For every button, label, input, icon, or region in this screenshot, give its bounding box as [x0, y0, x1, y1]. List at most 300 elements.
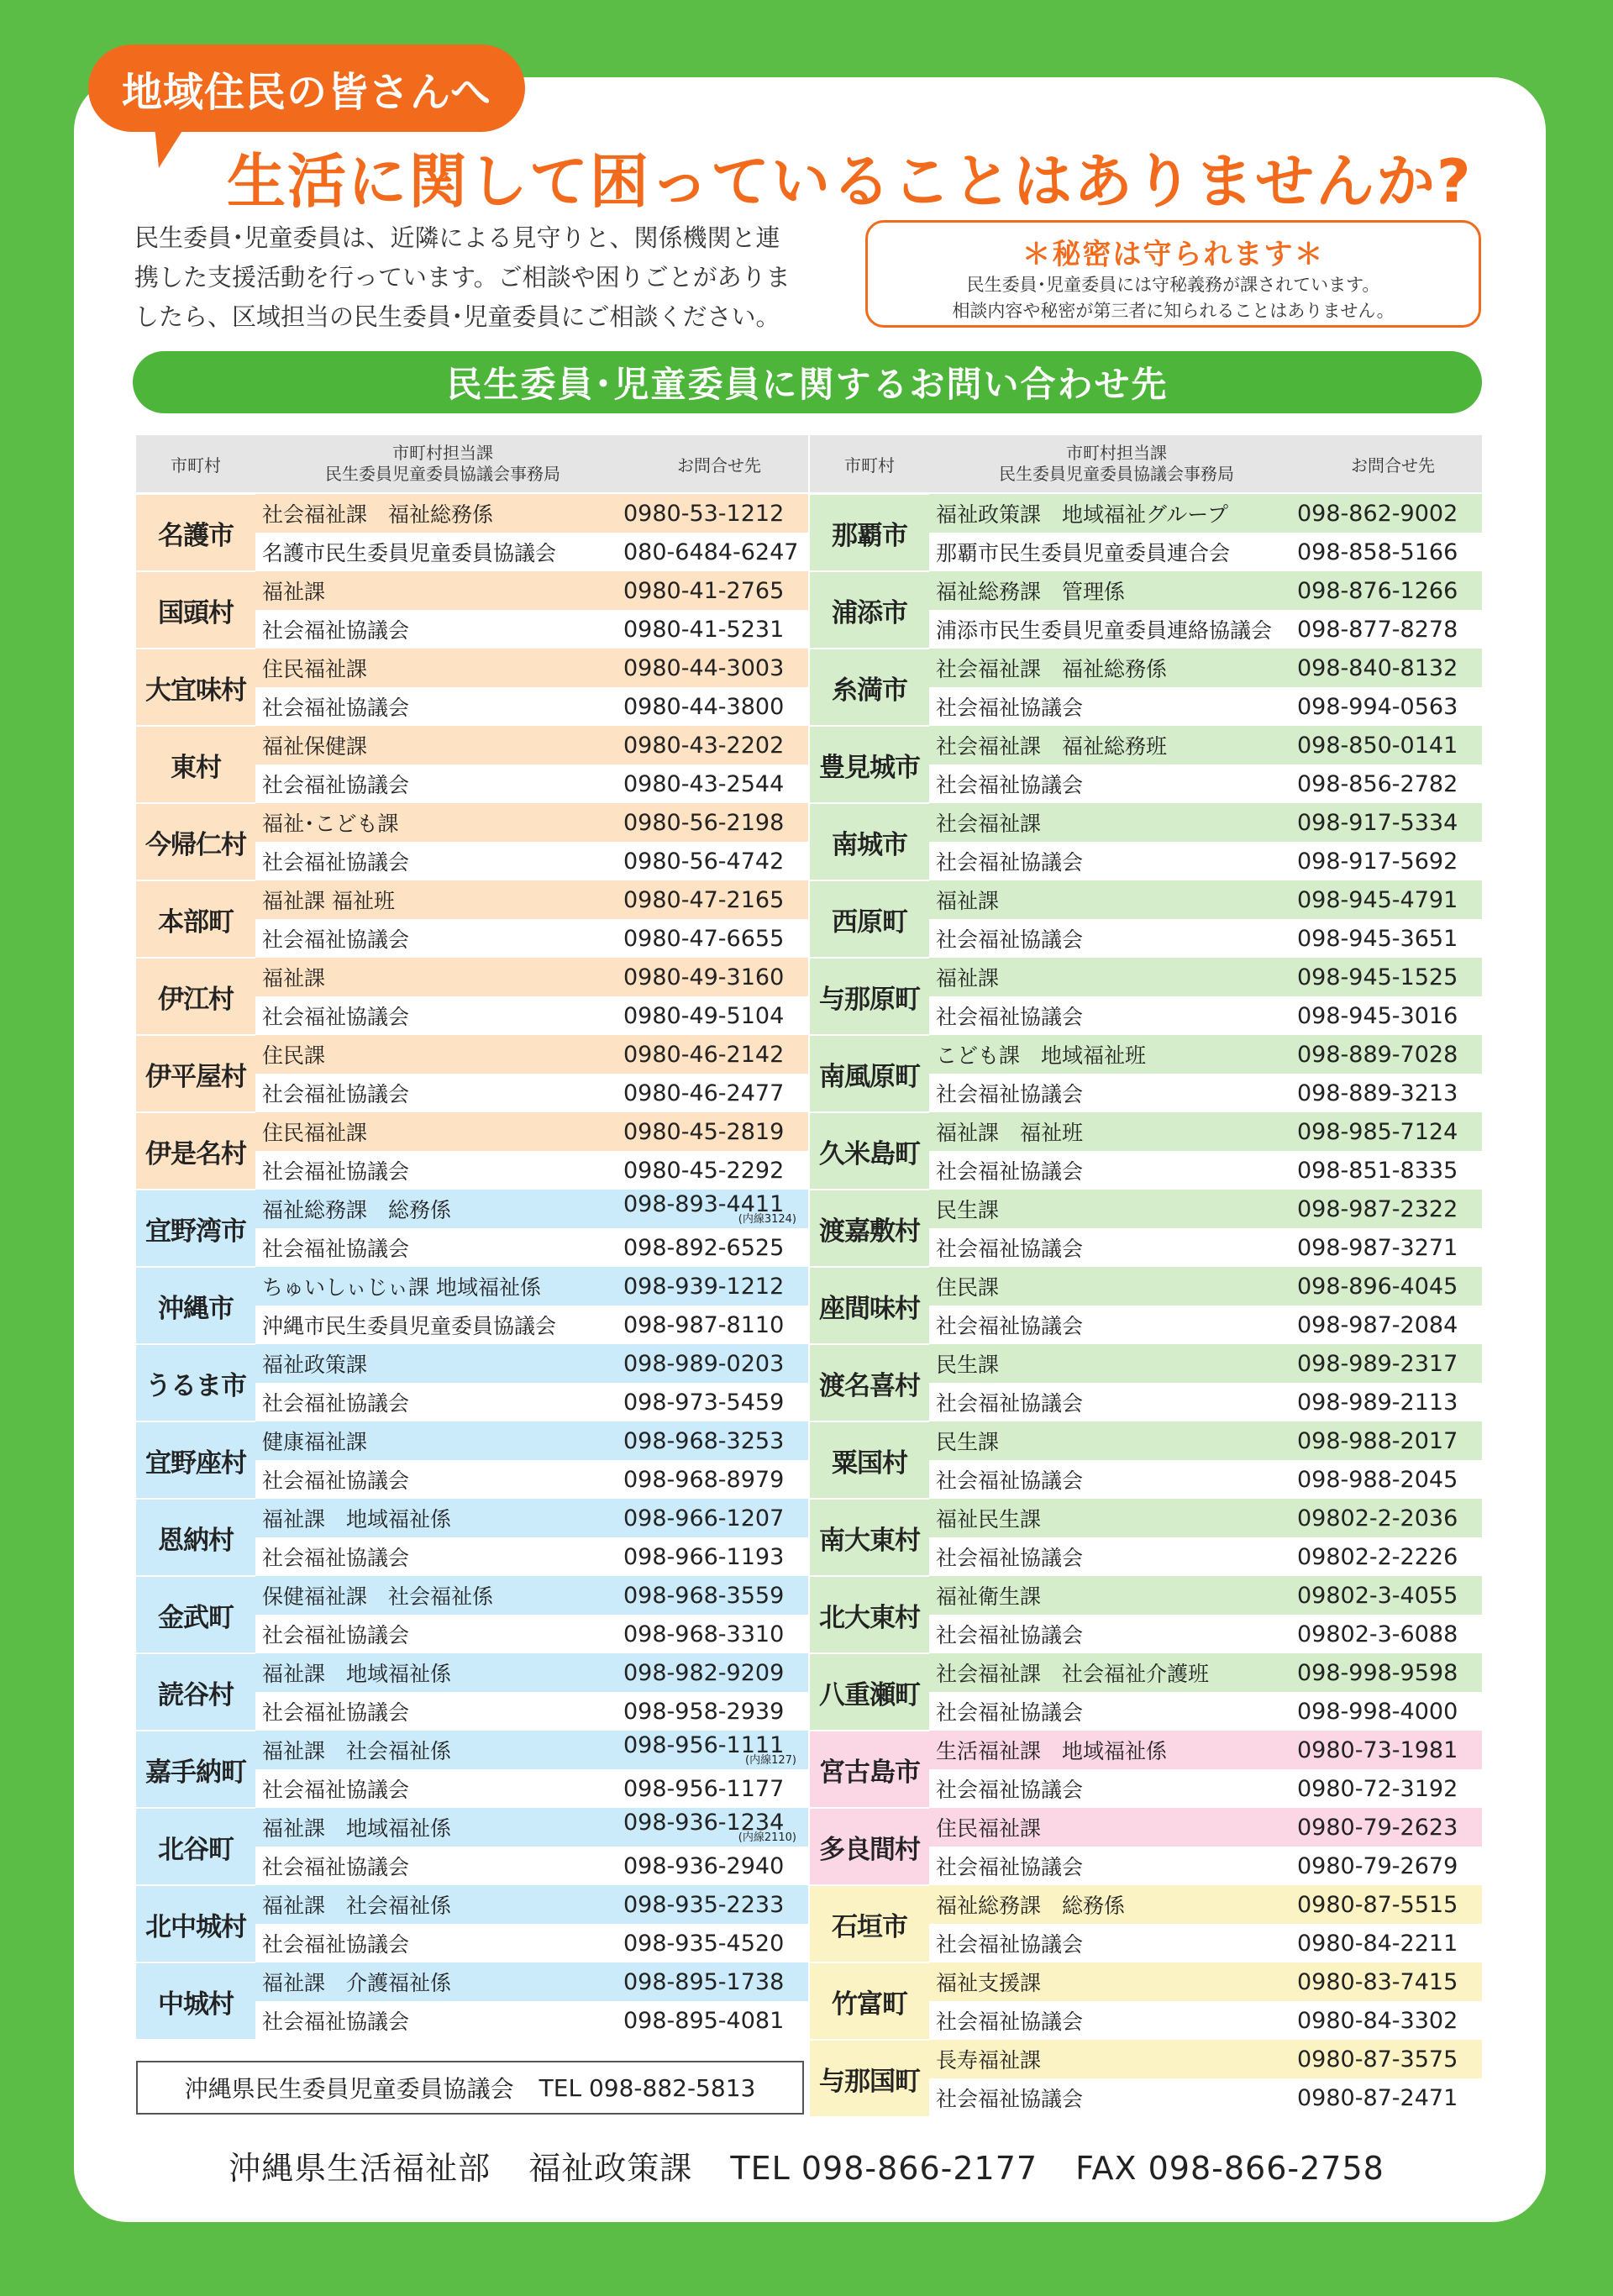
office-tel[interactable] — [623, 1428, 808, 1454]
contact-lines — [255, 1576, 808, 1653]
office-tel[interactable] — [623, 964, 808, 990]
council-tel[interactable]: 098-895-4081 — [623, 2007, 785, 2034]
office-tel[interactable] — [623, 578, 808, 604]
header-department — [929, 443, 1304, 485]
office-tel-number[interactable]: 0980-47-2165 — [623, 886, 785, 913]
council-name: 沖縄市民生委員児童委員協議会 — [262, 1314, 557, 1338]
intro-line: したら、区域担当の民生委員･児童委員にご相談ください。 — [134, 302, 780, 331]
office-tel-number[interactable]: 09802-3-4055 — [1297, 1582, 1458, 1609]
office-tel-number[interactable]: 098-893-4411 — [623, 1190, 785, 1217]
office-name: 福祉総務課 総務係 — [936, 1894, 1126, 1918]
table-row — [136, 1112, 808, 1190]
table-header — [136, 435, 808, 492]
office-tel[interactable] — [1297, 733, 1482, 759]
office-tel[interactable] — [1297, 964, 1482, 990]
office-tel-number[interactable]: 098-985-7124 — [1297, 1118, 1458, 1145]
council-name: 社会福祉協議会 — [936, 2087, 1084, 2111]
municipality-name: 恩納村 — [136, 1500, 255, 1575]
office-line — [255, 958, 808, 996]
office-tel[interactable] — [623, 655, 808, 681]
council-tel[interactable]: 098-989-2113 — [1297, 1389, 1458, 1416]
council-name: 社会福祉協議会 — [936, 1778, 1084, 1802]
council-line — [929, 1306, 1482, 1344]
left-contact-table — [136, 435, 808, 2040]
office-tel-number[interactable]: 098-862-9002 — [1297, 500, 1458, 527]
office-tel-number[interactable]: 098-956-1111 — [623, 1731, 785, 1758]
table-row — [810, 494, 1482, 571]
table-row — [136, 880, 808, 958]
office-tel-number[interactable]: 0980-87-3575 — [1297, 2046, 1458, 2073]
office-tel-number[interactable]: 098-968-3559 — [623, 1582, 785, 1609]
contact-lines — [929, 1344, 1482, 1421]
municipality-name: 大宜味村 — [136, 649, 255, 725]
municipality-name: 豊見城市 — [810, 727, 929, 802]
office-name: 健康福祉課 — [262, 1430, 368, 1454]
office-tel[interactable] — [1297, 1428, 1482, 1454]
council-line — [255, 1847, 808, 1885]
council-line — [255, 610, 808, 649]
contact-lines — [255, 1885, 808, 1962]
office-tel-number[interactable]: 098-987-2322 — [1297, 1195, 1458, 1222]
office-tel[interactable] — [623, 1583, 808, 1609]
office-tel[interactable] — [623, 501, 808, 527]
office-tel-number[interactable]: 0980-56-2198 — [623, 809, 785, 836]
table-row — [136, 1962, 808, 2040]
municipality-name: 渡名喜村 — [810, 1345, 929, 1421]
office-tel-number[interactable]: 098-982-9209 — [623, 1659, 785, 1686]
table-row — [810, 1653, 1482, 1731]
contact-lines — [929, 1962, 1482, 2040]
municipality-name: 多良間村 — [810, 1809, 929, 1884]
council-line — [929, 1074, 1482, 1112]
office-tel[interactable] — [623, 1505, 808, 1532]
office-line — [929, 1808, 1482, 1847]
confidentiality-line: 民生委員･児童委員には守秘義務が課されています。 — [966, 275, 1380, 295]
office-name: こども課 地域福祉班 — [936, 1043, 1147, 1068]
council-line — [255, 1228, 808, 1267]
office-tel-number[interactable]: 0980-79-2623 — [1297, 1814, 1458, 1841]
headline: 生活に関して困っていることはありませんか? — [227, 147, 1473, 216]
council-name: 社会福祉協議会 — [936, 1159, 1084, 1184]
contact-lines — [929, 2040, 1482, 2117]
office-tel-number[interactable]: 0980-41-2765 — [623, 577, 785, 604]
extension-note: (内線127) — [745, 1753, 796, 1767]
council-tel[interactable]: 098-945-3016 — [1297, 1002, 1458, 1029]
table-row — [136, 1035, 808, 1112]
contact-lines — [929, 1499, 1482, 1576]
office-tel-number[interactable]: 098-945-4791 — [1297, 886, 1458, 913]
office-tel[interactable] — [623, 1119, 808, 1145]
council-tel[interactable]: 098-968-8979 — [623, 1466, 785, 1493]
table-row — [136, 1731, 808, 1808]
municipality-name: 与那原町 — [810, 959, 929, 1034]
table-row — [810, 880, 1482, 958]
council-name: 社会福祉協議会 — [936, 1855, 1084, 1879]
contact-lines — [255, 571, 808, 649]
municipality-name: 久米島町 — [810, 1113, 929, 1189]
office-tel[interactable] — [623, 733, 808, 759]
section-title-bar: 民生委員･児童委員に関するお問い合わせ先 — [133, 351, 1482, 413]
office-name: 社会福祉課 社会福祉介護班 — [936, 1662, 1210, 1686]
office-tel[interactable] — [1297, 2046, 1482, 2073]
contact-lines — [255, 1421, 808, 1499]
council-name: 社会福祉協議会 — [262, 850, 410, 875]
table-row — [136, 726, 808, 803]
confidentiality-box — [865, 220, 1481, 328]
office-line — [255, 1731, 808, 1769]
council-line — [255, 533, 808, 571]
council-line — [929, 919, 1482, 958]
office-tel-number[interactable]: 098-998-9598 — [1297, 1659, 1458, 1686]
header-department — [255, 443, 630, 485]
contact-lines — [255, 1344, 808, 1421]
office-tel[interactable] — [1297, 1119, 1482, 1145]
municipality-name: 北中城村 — [136, 1886, 255, 1962]
office-line — [255, 880, 808, 919]
council-line — [929, 2001, 1482, 2040]
office-line — [255, 1576, 808, 1615]
header-municipality: 市町村 — [171, 454, 221, 475]
council-line — [929, 2078, 1482, 2117]
office-tel[interactable] — [1297, 578, 1482, 604]
council-tel[interactable]: 09802-2-2226 — [1297, 1543, 1458, 1570]
office-name: 福祉課 地域福祉係 — [262, 1507, 452, 1532]
table-row — [136, 1421, 808, 1499]
municipality-name: 竹富町 — [810, 1963, 929, 2039]
office-tel-number[interactable]: 098-895-1738 — [623, 1968, 785, 1995]
office-tel[interactable] — [1297, 1505, 1482, 1532]
council-tel[interactable]: 098-956-1177 — [623, 1775, 785, 1802]
office-line — [929, 1190, 1482, 1228]
office-tel[interactable] — [623, 1190, 808, 1226]
council-tel[interactable]: 0980-41-5231 — [623, 616, 785, 643]
office-tel-number[interactable]: 0980-83-7415 — [1297, 1968, 1458, 1995]
office-tel[interactable] — [1297, 655, 1482, 681]
table-body — [136, 494, 808, 2040]
office-tel[interactable] — [1297, 1042, 1482, 1068]
municipality-name: 浦添市 — [810, 572, 929, 648]
office-line — [255, 1112, 808, 1151]
council-tel[interactable]: 098-889-3213 — [1297, 1080, 1458, 1106]
office-tel[interactable] — [1297, 1351, 1482, 1377]
office-line — [255, 1653, 808, 1692]
confidentiality-title: ＊秘密は守られます＊ — [1022, 238, 1325, 271]
municipality-name: 与那国町 — [810, 2041, 929, 2116]
council-name: 社会福祉協議会 — [936, 1468, 1084, 1493]
council-tel[interactable]: 098-988-2045 — [1297, 1466, 1458, 1493]
council-name: 社会福祉協議会 — [936, 1237, 1084, 1261]
contact-lines — [255, 1731, 808, 1808]
council-line — [929, 610, 1482, 649]
office-line — [255, 649, 808, 687]
council-name: 社会福祉協議会 — [936, 1546, 1084, 1570]
prefecture-council-tel[interactable]: TEL 098-882-5813 — [539, 2073, 756, 2102]
council-name: 社会福祉協議会 — [262, 1005, 410, 1029]
council-line — [929, 1460, 1482, 1499]
office-line — [929, 1499, 1482, 1537]
council-name: 社会福祉協議会 — [936, 1082, 1084, 1106]
office-line — [929, 1035, 1482, 1074]
office-name: 福祉課 — [936, 889, 1000, 913]
office-tel-number[interactable]: 098-989-2317 — [1297, 1350, 1458, 1377]
contact-lines — [929, 571, 1482, 649]
council-line — [929, 1383, 1482, 1421]
office-tel[interactable] — [1297, 1660, 1482, 1686]
municipality-name: 渡嘉敷村 — [810, 1190, 929, 1266]
table-row — [136, 571, 808, 649]
council-tel[interactable]: 098-851-8335 — [1297, 1157, 1458, 1184]
municipality-name: 沖縄市 — [136, 1268, 255, 1343]
office-tel[interactable] — [1297, 501, 1482, 527]
municipality-name: 宜野湾市 — [136, 1190, 255, 1266]
table-row — [810, 571, 1482, 649]
contact-lines — [255, 1499, 808, 1576]
council-tel[interactable]: 098-998-4000 — [1297, 1698, 1458, 1725]
office-tel-number[interactable]: 098-966-1207 — [623, 1505, 785, 1532]
council-line — [255, 1074, 808, 1112]
office-name: 福祉･こども課 — [262, 812, 399, 836]
office-line — [255, 1808, 808, 1847]
table-row — [810, 1885, 1482, 1962]
office-tel[interactable] — [1297, 1737, 1482, 1763]
office-line — [255, 1421, 808, 1460]
office-tel[interactable] — [623, 1660, 808, 1686]
office-line — [255, 726, 808, 764]
council-tel[interactable]: 098-936-2940 — [623, 1852, 785, 1879]
office-line — [929, 2040, 1482, 2078]
contact-lines — [929, 958, 1482, 1035]
council-tel[interactable]: 080-6484-6247 — [623, 539, 799, 565]
council-line — [255, 1306, 808, 1344]
office-name: 福祉課 福祉班 — [262, 889, 395, 913]
office-tel[interactable] — [1297, 1274, 1482, 1300]
office-name: 社会福祉課 福祉総務係 — [262, 502, 494, 527]
table-row — [810, 1499, 1482, 1576]
office-tel-number[interactable]: 098-896-4045 — [1297, 1273, 1458, 1300]
office-tel[interactable] — [1297, 1815, 1482, 1841]
council-tel[interactable]: 098-892-6525 — [623, 1234, 785, 1261]
council-name: 社会福祉協議会 — [936, 1005, 1084, 1029]
municipality-name: 今帰仁村 — [136, 804, 255, 880]
office-tel[interactable] — [623, 1274, 808, 1300]
header-contact: お問合せ先 — [1351, 454, 1435, 475]
council-line — [929, 1151, 1482, 1190]
footer-tel[interactable]: TEL 098-866-2177 — [730, 2150, 1038, 2187]
council-tel[interactable]: 09802-3-6088 — [1297, 1621, 1458, 1647]
council-tel[interactable]: 0980-49-5104 — [623, 1002, 785, 1029]
office-line — [929, 1576, 1482, 1615]
office-line — [255, 803, 808, 842]
office-name: 民生課 — [936, 1430, 1000, 1454]
council-line — [929, 1228, 1482, 1267]
municipality-name: 南大東村 — [810, 1500, 929, 1575]
council-tel[interactable]: 098-958-2939 — [623, 1698, 785, 1725]
office-name: 住民福祉課 — [262, 1121, 368, 1145]
council-tel[interactable]: 098-945-3651 — [1297, 925, 1458, 952]
council-name: 社会福祉協議会 — [936, 1932, 1084, 1957]
council-tel[interactable]: 098-966-1193 — [623, 1543, 785, 1570]
council-tel[interactable]: 0980-72-3192 — [1297, 1775, 1458, 1802]
office-tel[interactable] — [1297, 887, 1482, 913]
office-tel-number[interactable]: 0980-87-5515 — [1297, 1891, 1458, 1918]
office-tel-number[interactable]: 0980-43-2202 — [623, 732, 785, 759]
office-tel-number[interactable]: 098-968-3253 — [623, 1427, 785, 1454]
office-tel[interactable] — [623, 1351, 808, 1377]
office-tel[interactable] — [623, 1042, 808, 1068]
council-tel[interactable]: 098-968-3310 — [623, 1621, 785, 1647]
council-name: 浦添市民生委員児童委員連絡協議会 — [936, 618, 1273, 643]
council-tel[interactable]: 098-987-8110 — [623, 1311, 785, 1338]
office-line — [255, 1267, 808, 1306]
council-line — [929, 1615, 1482, 1653]
office-tel-number[interactable]: 098-988-2017 — [1297, 1427, 1458, 1454]
office-tel[interactable] — [623, 1969, 808, 1995]
office-name: 福祉課 社会福祉係 — [262, 1739, 452, 1763]
council-line — [255, 1151, 808, 1190]
office-name: 福祉課 社会福祉係 — [262, 1894, 452, 1918]
council-line — [929, 1692, 1482, 1731]
office-tel[interactable] — [623, 1731, 808, 1767]
contact-lines — [255, 803, 808, 880]
municipality-name: 伊是名村 — [136, 1113, 255, 1189]
council-tel[interactable]: 0980-47-6655 — [623, 925, 785, 952]
office-line — [255, 1499, 808, 1537]
office-tel-number[interactable]: 098-939-1212 — [623, 1273, 785, 1300]
council-name: 社会福祉協議会 — [262, 927, 410, 952]
office-name: 福祉課 — [936, 966, 1000, 990]
office-tel-number[interactable]: 0980-44-3003 — [623, 654, 785, 681]
office-tel-number[interactable]: 098-850-0141 — [1297, 732, 1458, 759]
office-name: 福祉支援課 — [936, 1971, 1042, 1995]
office-tel-number[interactable]: 0980-45-2819 — [623, 1118, 785, 1145]
office-name: 福祉保健課 — [262, 734, 368, 759]
municipality-name: 八重瀬町 — [810, 1654, 929, 1730]
municipality-name: 座間味村 — [810, 1268, 929, 1343]
office-tel-number[interactable]: 098-876-1266 — [1297, 577, 1458, 604]
table-row — [810, 726, 1482, 803]
council-tel[interactable]: 098-877-8278 — [1297, 616, 1458, 643]
council-tel[interactable]: 098-994-0563 — [1297, 693, 1458, 720]
intro-line: 携した支援活動を行っています。ご相談や困りごとがありま — [134, 263, 791, 292]
council-tel[interactable]: 0980-46-2477 — [623, 1080, 785, 1106]
office-tel-number[interactable]: 098-989-0203 — [623, 1350, 785, 1377]
council-tel[interactable]: 098-987-2084 — [1297, 1311, 1458, 1338]
council-tel[interactable]: 0980-43-2544 — [623, 770, 785, 797]
office-tel-number[interactable]: 098-936-1234 — [623, 1809, 785, 1836]
office-name: 福祉総務課 管理係 — [936, 580, 1126, 604]
office-tel-number[interactable]: 098-840-8132 — [1297, 654, 1458, 681]
office-tel[interactable] — [1297, 1969, 1482, 1995]
office-line — [255, 1035, 808, 1074]
council-tel[interactable]: 098-856-2782 — [1297, 770, 1458, 797]
office-line — [929, 1731, 1482, 1769]
extension-note: (内線3124) — [738, 1212, 796, 1226]
office-line — [929, 1962, 1482, 2001]
municipality-name: 南城市 — [810, 804, 929, 880]
office-tel-number[interactable]: 0980-73-1981 — [1297, 1736, 1458, 1763]
council-line — [929, 687, 1482, 726]
office-tel[interactable] — [1297, 1196, 1482, 1222]
header-municipality: 市町村 — [844, 454, 895, 475]
contact-lines — [929, 1808, 1482, 1885]
council-tel[interactable]: 098-935-4520 — [623, 1930, 785, 1957]
office-tel-number[interactable]: 0980-53-1212 — [623, 500, 785, 527]
municipality-name: 北大東村 — [810, 1577, 929, 1652]
office-tel-number[interactable]: 098-917-5334 — [1297, 809, 1458, 836]
extension-note: (内線2110) — [738, 1831, 796, 1844]
council-tel[interactable]: 0980-56-4742 — [623, 848, 785, 875]
municipality-name: 石垣市 — [810, 1886, 929, 1962]
contact-lines — [255, 1190, 808, 1267]
contact-lines — [929, 726, 1482, 803]
council-tel[interactable]: 0980-84-2211 — [1297, 1930, 1458, 1957]
office-tel[interactable] — [1297, 1583, 1482, 1609]
office-name: 民生課 — [936, 1198, 1000, 1222]
office-tel[interactable] — [623, 810, 808, 836]
contact-lines — [929, 1112, 1482, 1190]
municipality-name: 粟国村 — [810, 1422, 929, 1498]
office-tel[interactable] — [1297, 1892, 1482, 1918]
council-tel[interactable]: 0980-84-3302 — [1297, 2007, 1458, 2034]
office-name: 生活福祉課 地域福祉係 — [936, 1739, 1168, 1763]
header-contact: お問合せ先 — [677, 454, 761, 475]
council-tel[interactable]: 0980-45-2292 — [623, 1157, 785, 1184]
office-tel-number[interactable]: 0980-46-2142 — [623, 1041, 785, 1068]
office-name: 長寿福祉課 — [936, 2048, 1042, 2073]
municipality-name: 西原町 — [810, 881, 929, 957]
council-tel[interactable]: 098-973-5459 — [623, 1389, 785, 1416]
office-name: 住民福祉課 — [936, 1816, 1042, 1841]
table-row — [810, 2040, 1482, 2117]
contact-lines — [929, 1731, 1482, 1808]
council-name: 社会福祉協議会 — [262, 1546, 410, 1570]
office-tel-number[interactable]: 098-889-7028 — [1297, 1041, 1458, 1068]
office-line — [929, 803, 1482, 842]
prefecture-council-name: 沖縄県民生委員児童委員協議会 — [184, 2075, 514, 2103]
table-row — [136, 494, 808, 571]
council-tel[interactable]: 0980-87-2471 — [1297, 2084, 1458, 2111]
office-tel-number[interactable]: 09802-2-2036 — [1297, 1505, 1458, 1532]
table-row — [810, 803, 1482, 880]
office-tel[interactable] — [1297, 810, 1482, 836]
municipality-name: 宮古島市 — [810, 1731, 929, 1807]
office-line — [255, 1344, 808, 1383]
office-tel-number[interactable]: 098-935-2233 — [623, 1891, 785, 1918]
council-tel[interactable]: 098-858-5166 — [1297, 539, 1458, 565]
prefecture-council-box — [136, 2061, 804, 2115]
office-tel-number[interactable]: 098-945-1525 — [1297, 964, 1458, 990]
office-tel[interactable] — [623, 887, 808, 913]
office-tel-number[interactable]: 0980-49-3160 — [623, 964, 785, 990]
council-tel[interactable]: 0980-79-2679 — [1297, 1852, 1458, 1879]
office-tel[interactable] — [623, 1892, 808, 1918]
contact-lines — [255, 649, 808, 726]
contact-lines — [929, 1421, 1482, 1499]
council-name: 社会福祉協議会 — [936, 1391, 1084, 1416]
council-line — [255, 919, 808, 958]
council-line — [255, 1615, 808, 1653]
office-name: 福祉課 — [262, 966, 326, 990]
table-row — [810, 649, 1482, 726]
council-tel[interactable]: 098-987-3271 — [1297, 1234, 1458, 1261]
contact-lines — [929, 1190, 1482, 1267]
council-tel[interactable]: 0980-44-3800 — [623, 693, 785, 720]
council-tel[interactable]: 098-917-5692 — [1297, 848, 1458, 875]
office-line — [255, 1962, 808, 2001]
office-tel[interactable] — [623, 1809, 808, 1844]
office-name: 社会福祉課 福祉総務班 — [936, 734, 1168, 759]
office-name: 福祉民生課 — [936, 1507, 1042, 1532]
